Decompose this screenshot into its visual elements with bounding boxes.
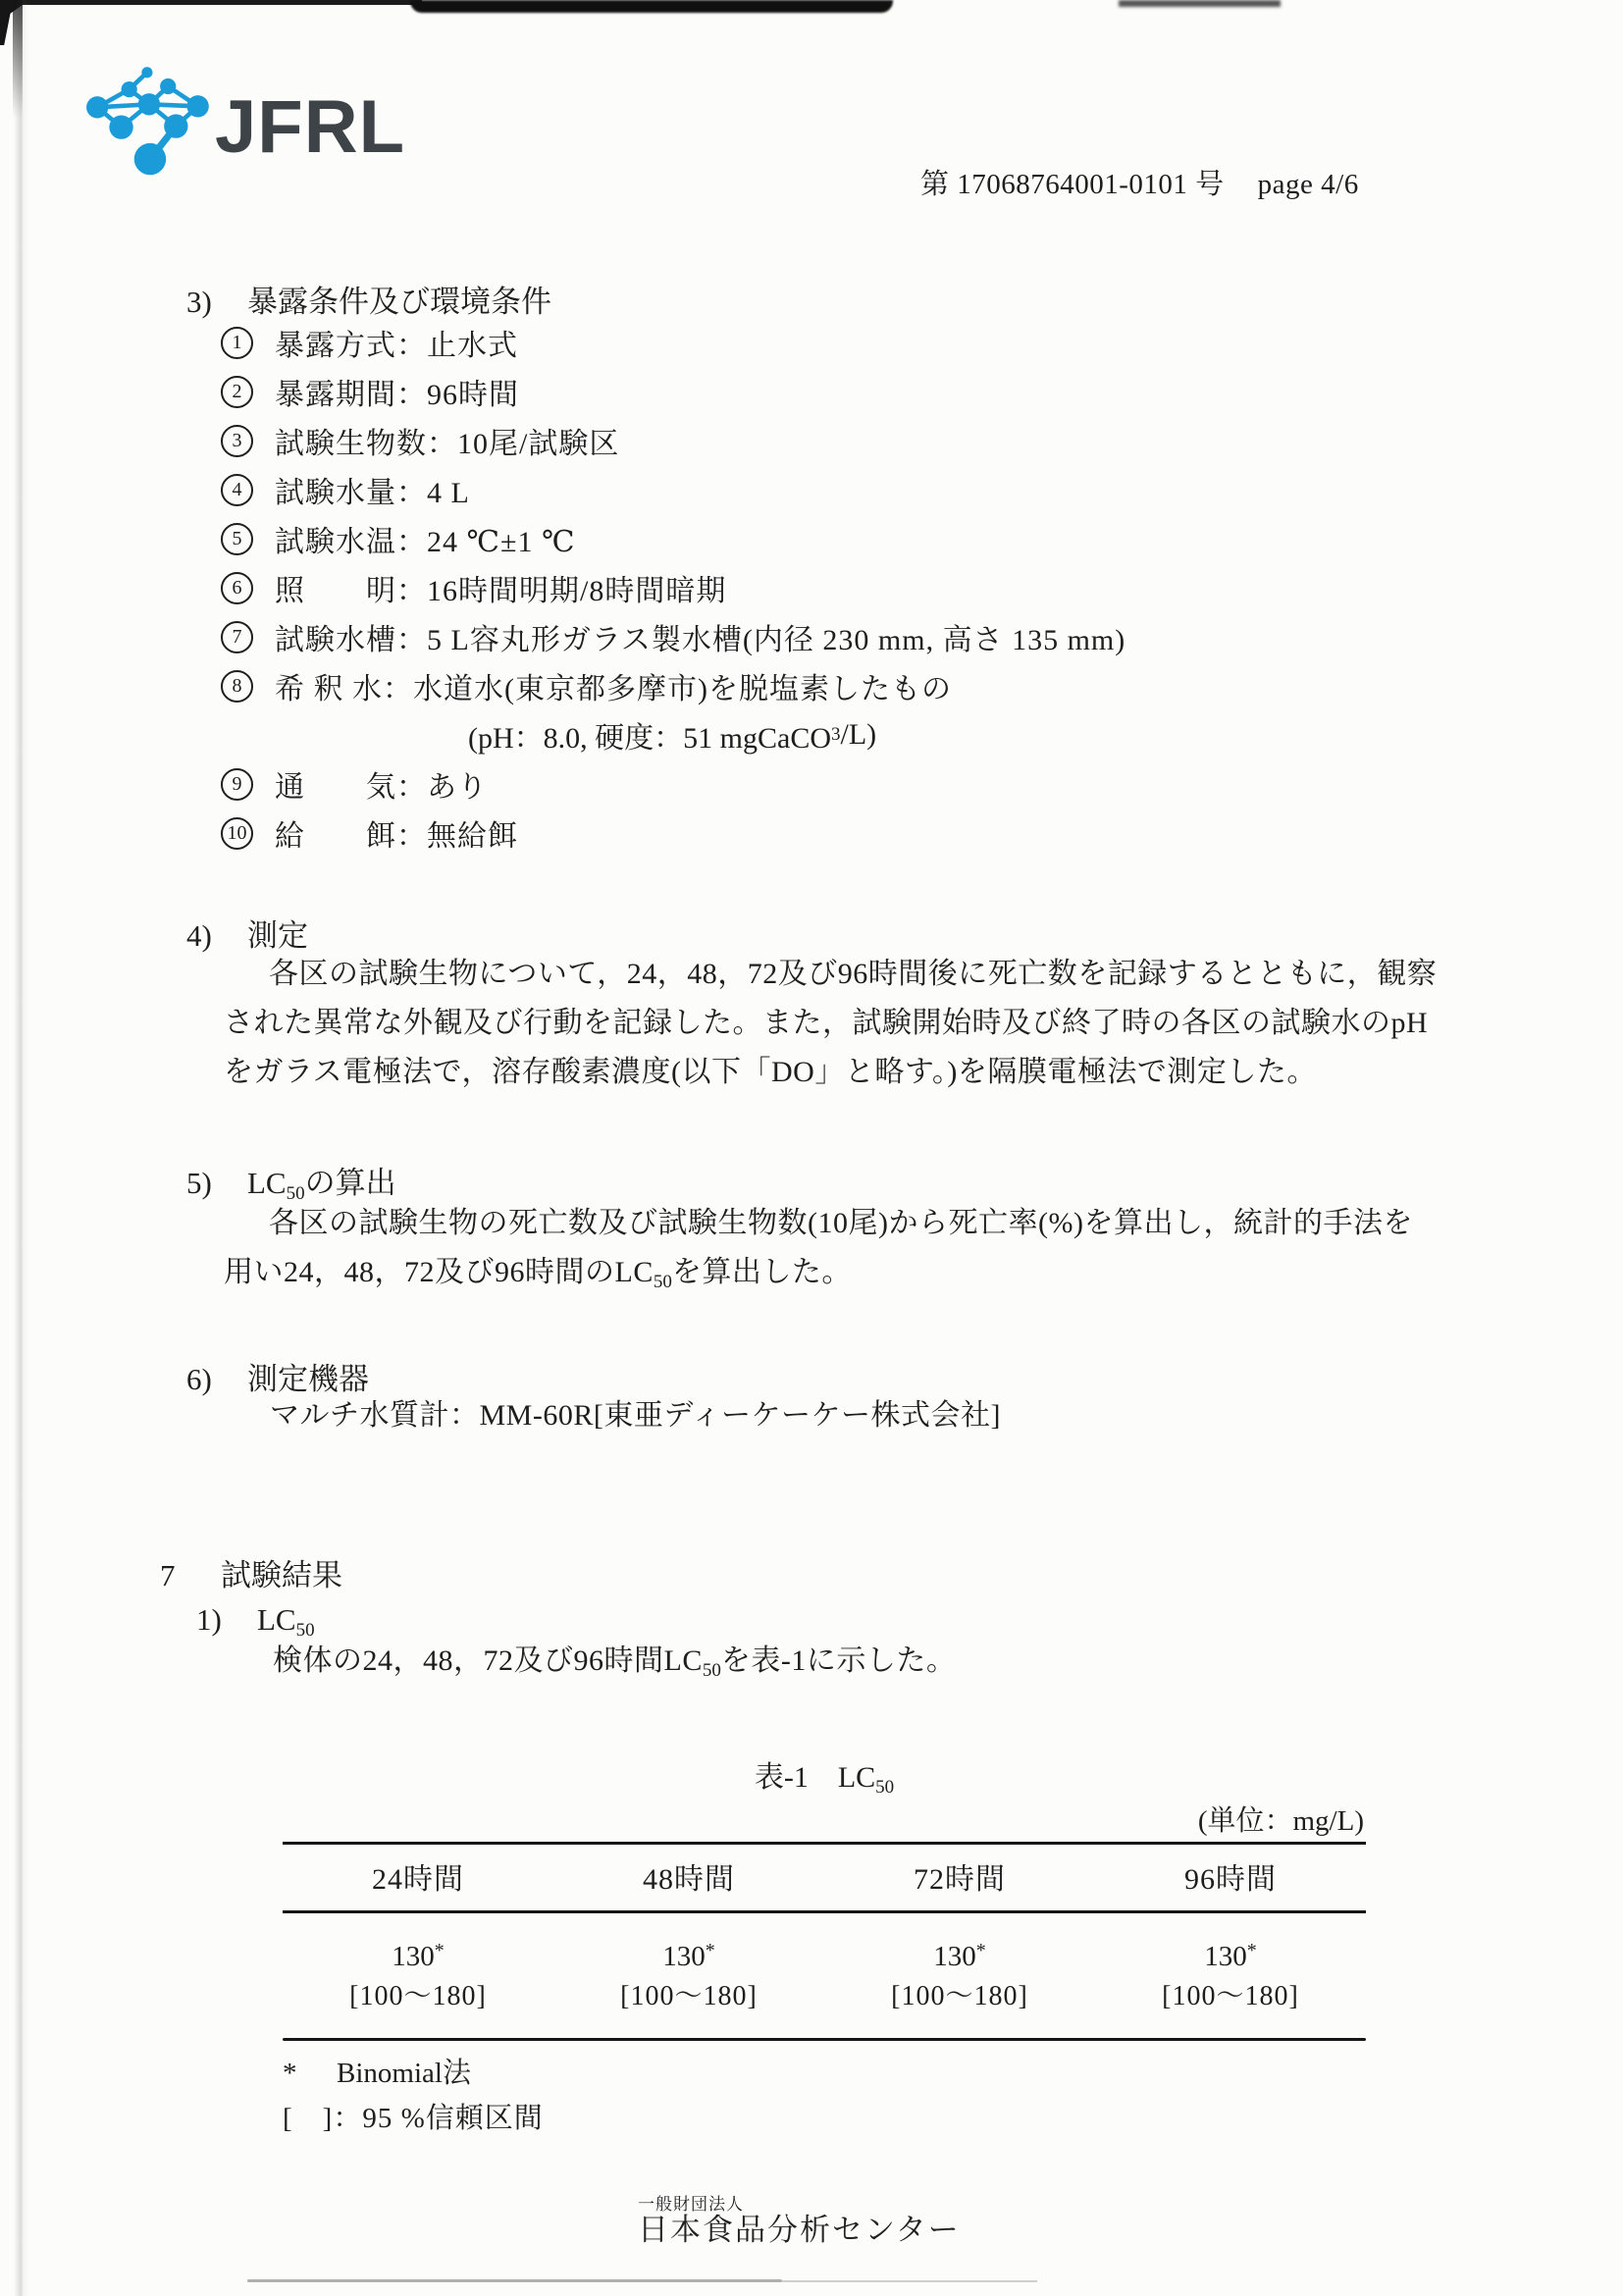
table-header-24h: 24時間 — [372, 1863, 464, 1896]
table-header-72h: 72時間 — [914, 1863, 1006, 1896]
condition-item-7: 7 試験水槽：5 L容丸形ガラス製水槽(内径 230 mm, 高さ 135 mm) — [221, 612, 1126, 661]
confidence-interval: [100～180] — [1162, 1981, 1299, 2011]
section7-sub1-number: 1) — [196, 1602, 222, 1637]
condition-item-10: 10 給 餌：無給餌 — [221, 809, 1126, 858]
section7-title — [160, 1550, 342, 1594]
table-header-96h: 96時間 — [1184, 1863, 1277, 1896]
circled-number-7: 7 — [221, 621, 253, 653]
table-rule-bottom — [283, 2038, 1366, 2041]
scan-artifact-left-fold — [14, 0, 29, 2296]
table-caption: 表-1 $LC_{50}$ — [754, 1761, 895, 1798]
subscript: 50 — [653, 1272, 672, 1292]
section3-heading: 暴露条件及び環境条件 — [247, 285, 551, 319]
section4-heading: 測定 — [247, 918, 308, 953]
confidence-interval: [100～180] — [891, 1981, 1028, 2011]
asterisk-note: * — [434, 1940, 445, 1961]
section3-title — [186, 277, 551, 321]
table-unit-label: (単位：mg/L) — [1197, 1805, 1364, 1837]
circled-number-5: 5 — [221, 523, 253, 555]
table-cell-48h: 130* [100～180] — [553, 1931, 824, 2017]
section7-sub1-heading: LC — [257, 1602, 296, 1637]
condition-item-4: 4 試験水量：4 L — [221, 465, 1126, 514]
section5-heading-pre: LC — [247, 1166, 287, 1200]
paragraph-line: 用い24，48，72及び96時間の$LC_{50}$を算出した。 — [224, 1256, 852, 1292]
condition-item-2: 2 暴露期間：96時間 — [221, 367, 1126, 416]
document-number-line — [920, 162, 1359, 202]
paragraph-line: された異常な外観及び行動を記録した。また，試験開始時及び終了時の各区の試験水のpH — [224, 1007, 1429, 1039]
condition-item-8: 8 希 釈 水：水道水(東京都多摩市)を脱塩素したもの — [221, 661, 1126, 710]
circled-number-8: 8 — [221, 670, 253, 703]
subscript: 50 — [295, 1620, 315, 1641]
jfrl-footer-logo — [638, 2196, 961, 2247]
section7-paragraph — [273, 1637, 956, 1686]
section6-paragraph — [270, 1391, 1001, 1440]
scan-artifact-bottom-line — [247, 2279, 782, 2282]
scan-artifact-top-smudge — [410, 0, 893, 13]
section7-heading: 試験結果 — [221, 1558, 342, 1592]
condition-item-9: 9 通 気：あり — [221, 759, 1126, 809]
asterisk-note: * — [1246, 1940, 1257, 1961]
paragraph-line: 各区の試験生物について，24，48，72及び96時間後に死亡数を記録するとともに，観察 — [269, 958, 1438, 990]
circled-number-3: 3 — [221, 425, 253, 457]
subscript: 3 — [831, 724, 841, 745]
section7-sub1-title — [196, 1602, 315, 1642]
paragraph-line: をガラス電極法で，溶存酸素濃度(以下「DO」と略す。)を隔膜電極法で測定した。 — [224, 1056, 1317, 1088]
subscript: 50 — [286, 1183, 305, 1204]
scan-artifact-top-right-smudge — [1119, 0, 1281, 7]
paragraph-line: 各区の試験生物の死亡数及び試験生物数(10尾)から死亡率(%)を算出し，統計的手法を — [269, 1207, 1413, 1239]
table-footnote-binomial: * Binomial法 — [283, 2058, 471, 2089]
footnote-marker: * — [283, 2058, 297, 2089]
asterisk-note: * — [975, 1940, 986, 1961]
table-header-row — [283, 1854, 1366, 1898]
table-rule-top — [283, 1842, 1366, 1845]
confidence-interval: [100～180] — [620, 1981, 758, 2011]
circled-number-6: 6 — [221, 572, 253, 604]
table-cell-96h: 130* [100～180] — [1095, 1931, 1366, 2017]
scan-artifact-top-edge — [0, 0, 422, 5]
section5-number: 5) — [186, 1166, 212, 1200]
jfrl-network-icon — [83, 55, 223, 183]
circled-number-9: 9 — [221, 768, 253, 801]
asterisk-note: * — [705, 1940, 715, 1961]
confidence-interval: [100～180] — [349, 1981, 487, 2011]
section5-heading-post: の算出 — [304, 1166, 396, 1200]
condition-item-6: 6 照 明：16時間明期/8時間暗期 — [221, 563, 1126, 612]
section4-number: 4) — [186, 918, 212, 953]
subscript: 50 — [702, 1660, 721, 1681]
section4-title — [186, 911, 308, 955]
section7-number: 7 — [160, 1558, 176, 1592]
scan-artifact-left-fold-top — [13, 0, 23, 118]
dilution-water-ph-note: (pH：8.0, 硬度：51 mgCaCO 3 /L) — [468, 718, 877, 755]
section3-number: 3) — [186, 285, 212, 319]
table-cell-24h: 130* [100～180] — [283, 1931, 553, 2017]
footer-org-type: 一般財団法人 — [638, 2195, 744, 2214]
jfrl-logo — [83, 55, 405, 183]
section6-heading: 測定機器 — [247, 1362, 369, 1396]
condition-item-1: 1 暴露方式：止水式 — [221, 318, 1126, 367]
circled-number-4: 4 — [221, 474, 253, 506]
condition-item-3: 3 試験生物数：10尾/試験区 — [221, 416, 1126, 465]
instrument-line: マルチ水質計：MM-60R[東亜ディーケーケー株式会社] — [270, 1399, 1001, 1432]
footer-org-name: 日本食品分析センター — [638, 2213, 961, 2247]
table-cell-72h: 130* [100～180] — [824, 1931, 1095, 2017]
section5-paragraph — [224, 1199, 1413, 1297]
section6-number: 6) — [186, 1362, 212, 1396]
section4-paragraph — [224, 950, 1437, 1097]
section5-title — [186, 1158, 396, 1205]
jfrl-logo-text: JFRL — [215, 85, 405, 169]
circled-number-1: 1 — [221, 327, 253, 359]
scan-artifact-bottom-line-2 — [782, 2280, 1037, 2282]
condition-item-5: 5 試験水温：24 ℃±1 ℃ — [221, 514, 1126, 563]
table-rule-middle — [283, 1910, 1366, 1913]
table-header-48h: 48時間 — [643, 1863, 735, 1896]
document-number: 第 17068764001-0101 号 — [920, 169, 1225, 200]
table-value-row — [283, 1931, 1366, 2017]
circled-number-2: 2 — [221, 376, 253, 408]
page-indicator: page 4/6 — [1257, 169, 1359, 200]
exposure-conditions-list — [221, 318, 1126, 858]
subscript: 50 — [875, 1777, 895, 1798]
paragraph-line: 検体の24，48，72及び96時間$LC_{50}$を表-1に示した。 — [273, 1644, 957, 1681]
circled-number-10: 10 — [221, 817, 253, 850]
table-footnote-ci: [ ]：95 %信頼区間 — [283, 2103, 544, 2134]
